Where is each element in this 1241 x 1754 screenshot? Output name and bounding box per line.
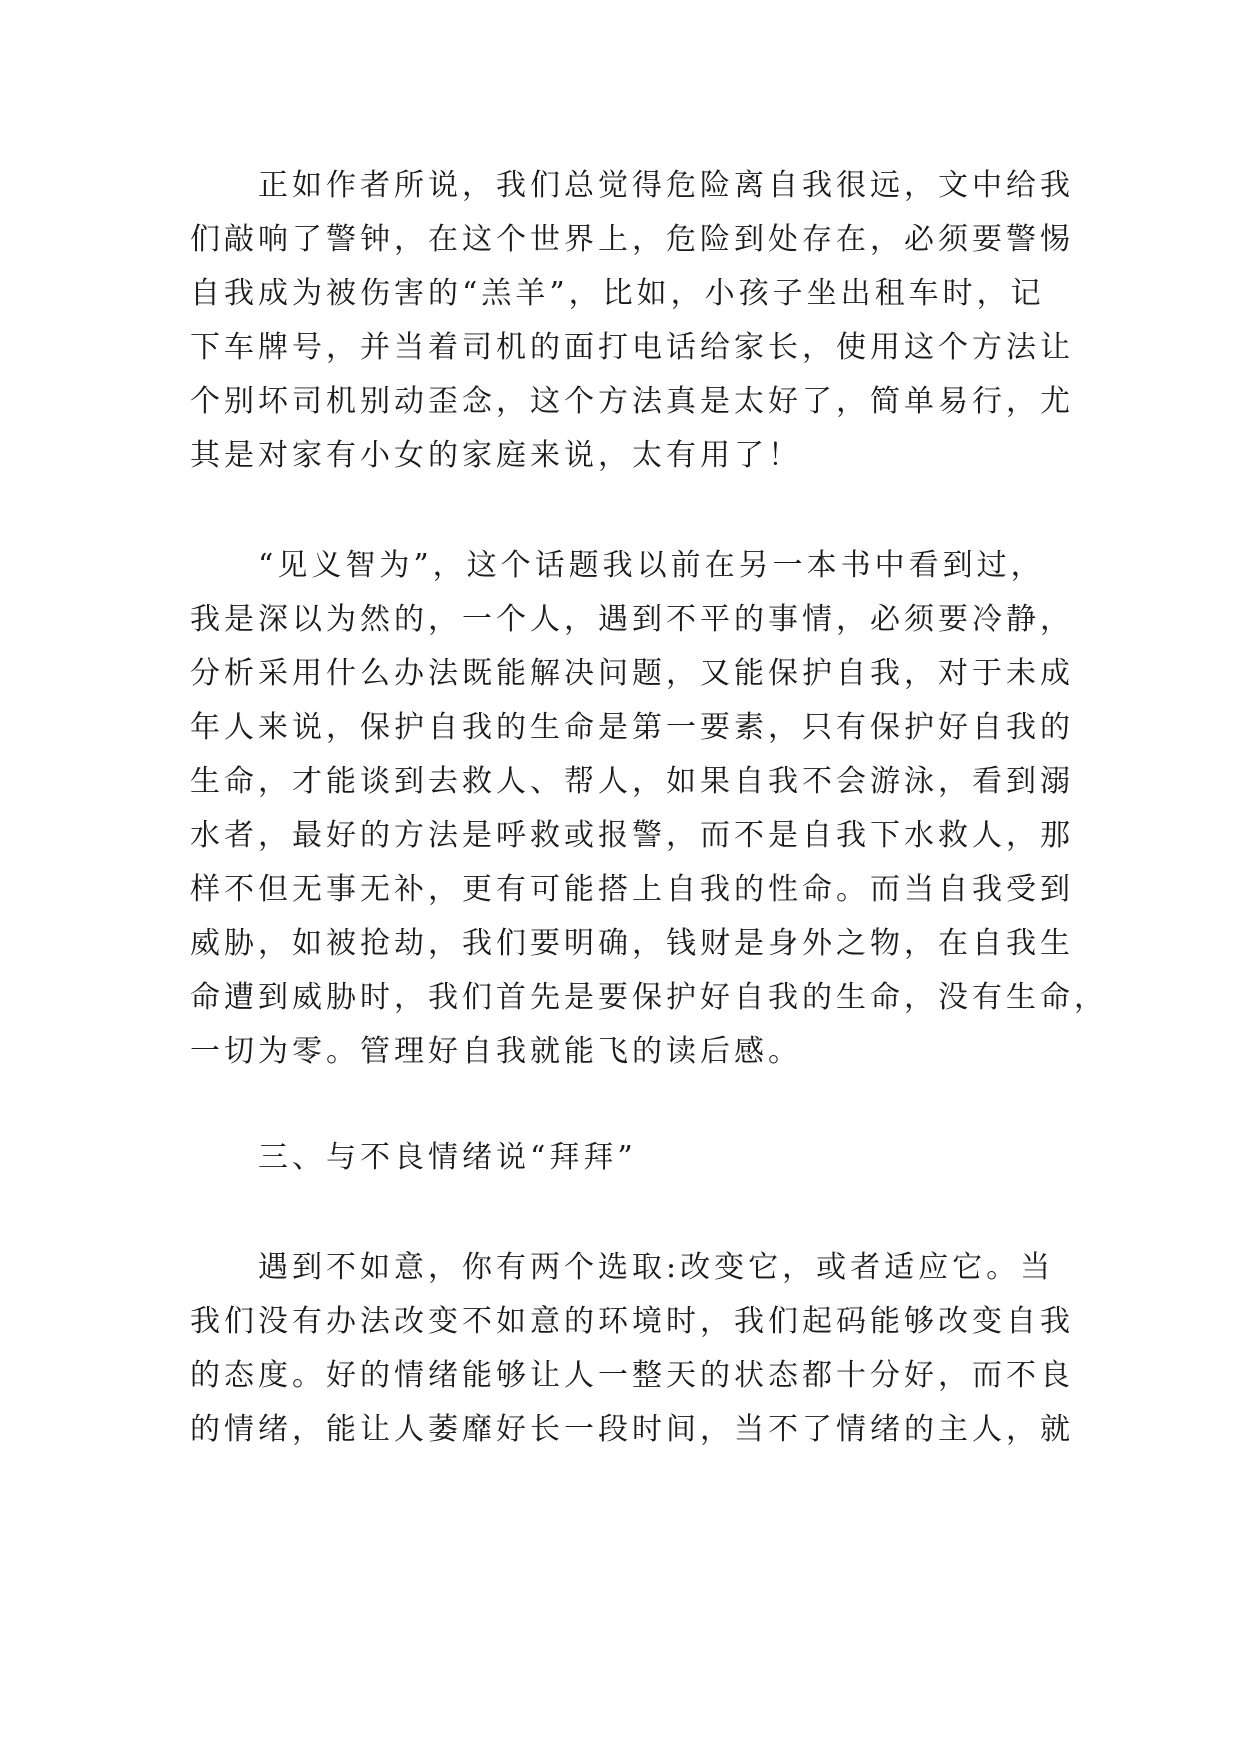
paragraph-2-line-2: 我是深以为然的，一个人，遇到不平的事情，必须要冷静， [190, 602, 1074, 637]
paragraph-2-line-1: “见义智为”，这个话题我以前在另一本书中看到过， [190, 548, 1045, 583]
paragraph-2-line-10: 一切为零。管理好自我就能飞的读后感。 [190, 1034, 802, 1069]
paragraph-2-line-7: 样不但无事无补，更有可能搭上自我的性命。而当自我受到 [190, 872, 1074, 907]
paragraph-4-line-2: 我们没有办法改变不如意的环境时，我们起码能够改变自我 [190, 1304, 1074, 1339]
paragraph-4-line-1: 遇到不如意，你有两个选取:改变它，或者适应它。当 [190, 1250, 1055, 1285]
paragraph-2-line-8: 威胁，如被抢劫，我们要明确，钱财是身外之物，在自我生 [190, 926, 1074, 961]
paragraph-1-line-1: 正如作者所说，我们总觉得危险离自我很远，文中给我 [190, 168, 1074, 203]
paragraph-2-line-4: 年人来说，保护自我的生命是第一要素，只有保护好自我的 [190, 710, 1074, 745]
paragraph-2-line-6: 水者，最好的方法是呼救或报警，而不是自我下水救人，那 [190, 818, 1074, 853]
paragraph-1-line-3: 自我成为被伤害的“羔羊”，比如，小孩子坐出租车时，记 [190, 276, 1045, 311]
paragraph-4-line-4: 的情绪，能让人萎靡好长一段时间，当不了情绪的主人，就 [190, 1412, 1074, 1447]
paragraph-1-line-4: 下车牌号，并当着司机的面打电话给家长，使用这个方法让 [190, 330, 1074, 365]
paragraph-1-line-6: 其是对家有小女的家庭来说，太有用了！ [190, 438, 802, 473]
paragraph-4-line-3: 的态度。好的情绪能够让人一整天的状态都十分好，而不良 [190, 1358, 1074, 1393]
paragraph-2-line-9: 命遭到威胁时，我们首先是要保护好自我的生命，没有生命， [190, 980, 1108, 1015]
paragraph-1-line-5: 个别坏司机别动歪念，这个方法真是太好了，简单易行，尤 [190, 384, 1074, 419]
paragraph-2-line-5: 生命，才能谈到去救人、帮人，如果自我不会游泳，看到溺 [190, 764, 1074, 799]
paragraph-1-line-2: 们敲响了警钟，在这个世界上，危险到处存在，必须要警惕 [190, 222, 1074, 257]
section-heading: 三、与不良情绪说“拜拜” [190, 1140, 637, 1175]
paragraph-2-line-3: 分析采用什么办法既能解决问题，又能保护自我，对于未成 [190, 656, 1074, 691]
